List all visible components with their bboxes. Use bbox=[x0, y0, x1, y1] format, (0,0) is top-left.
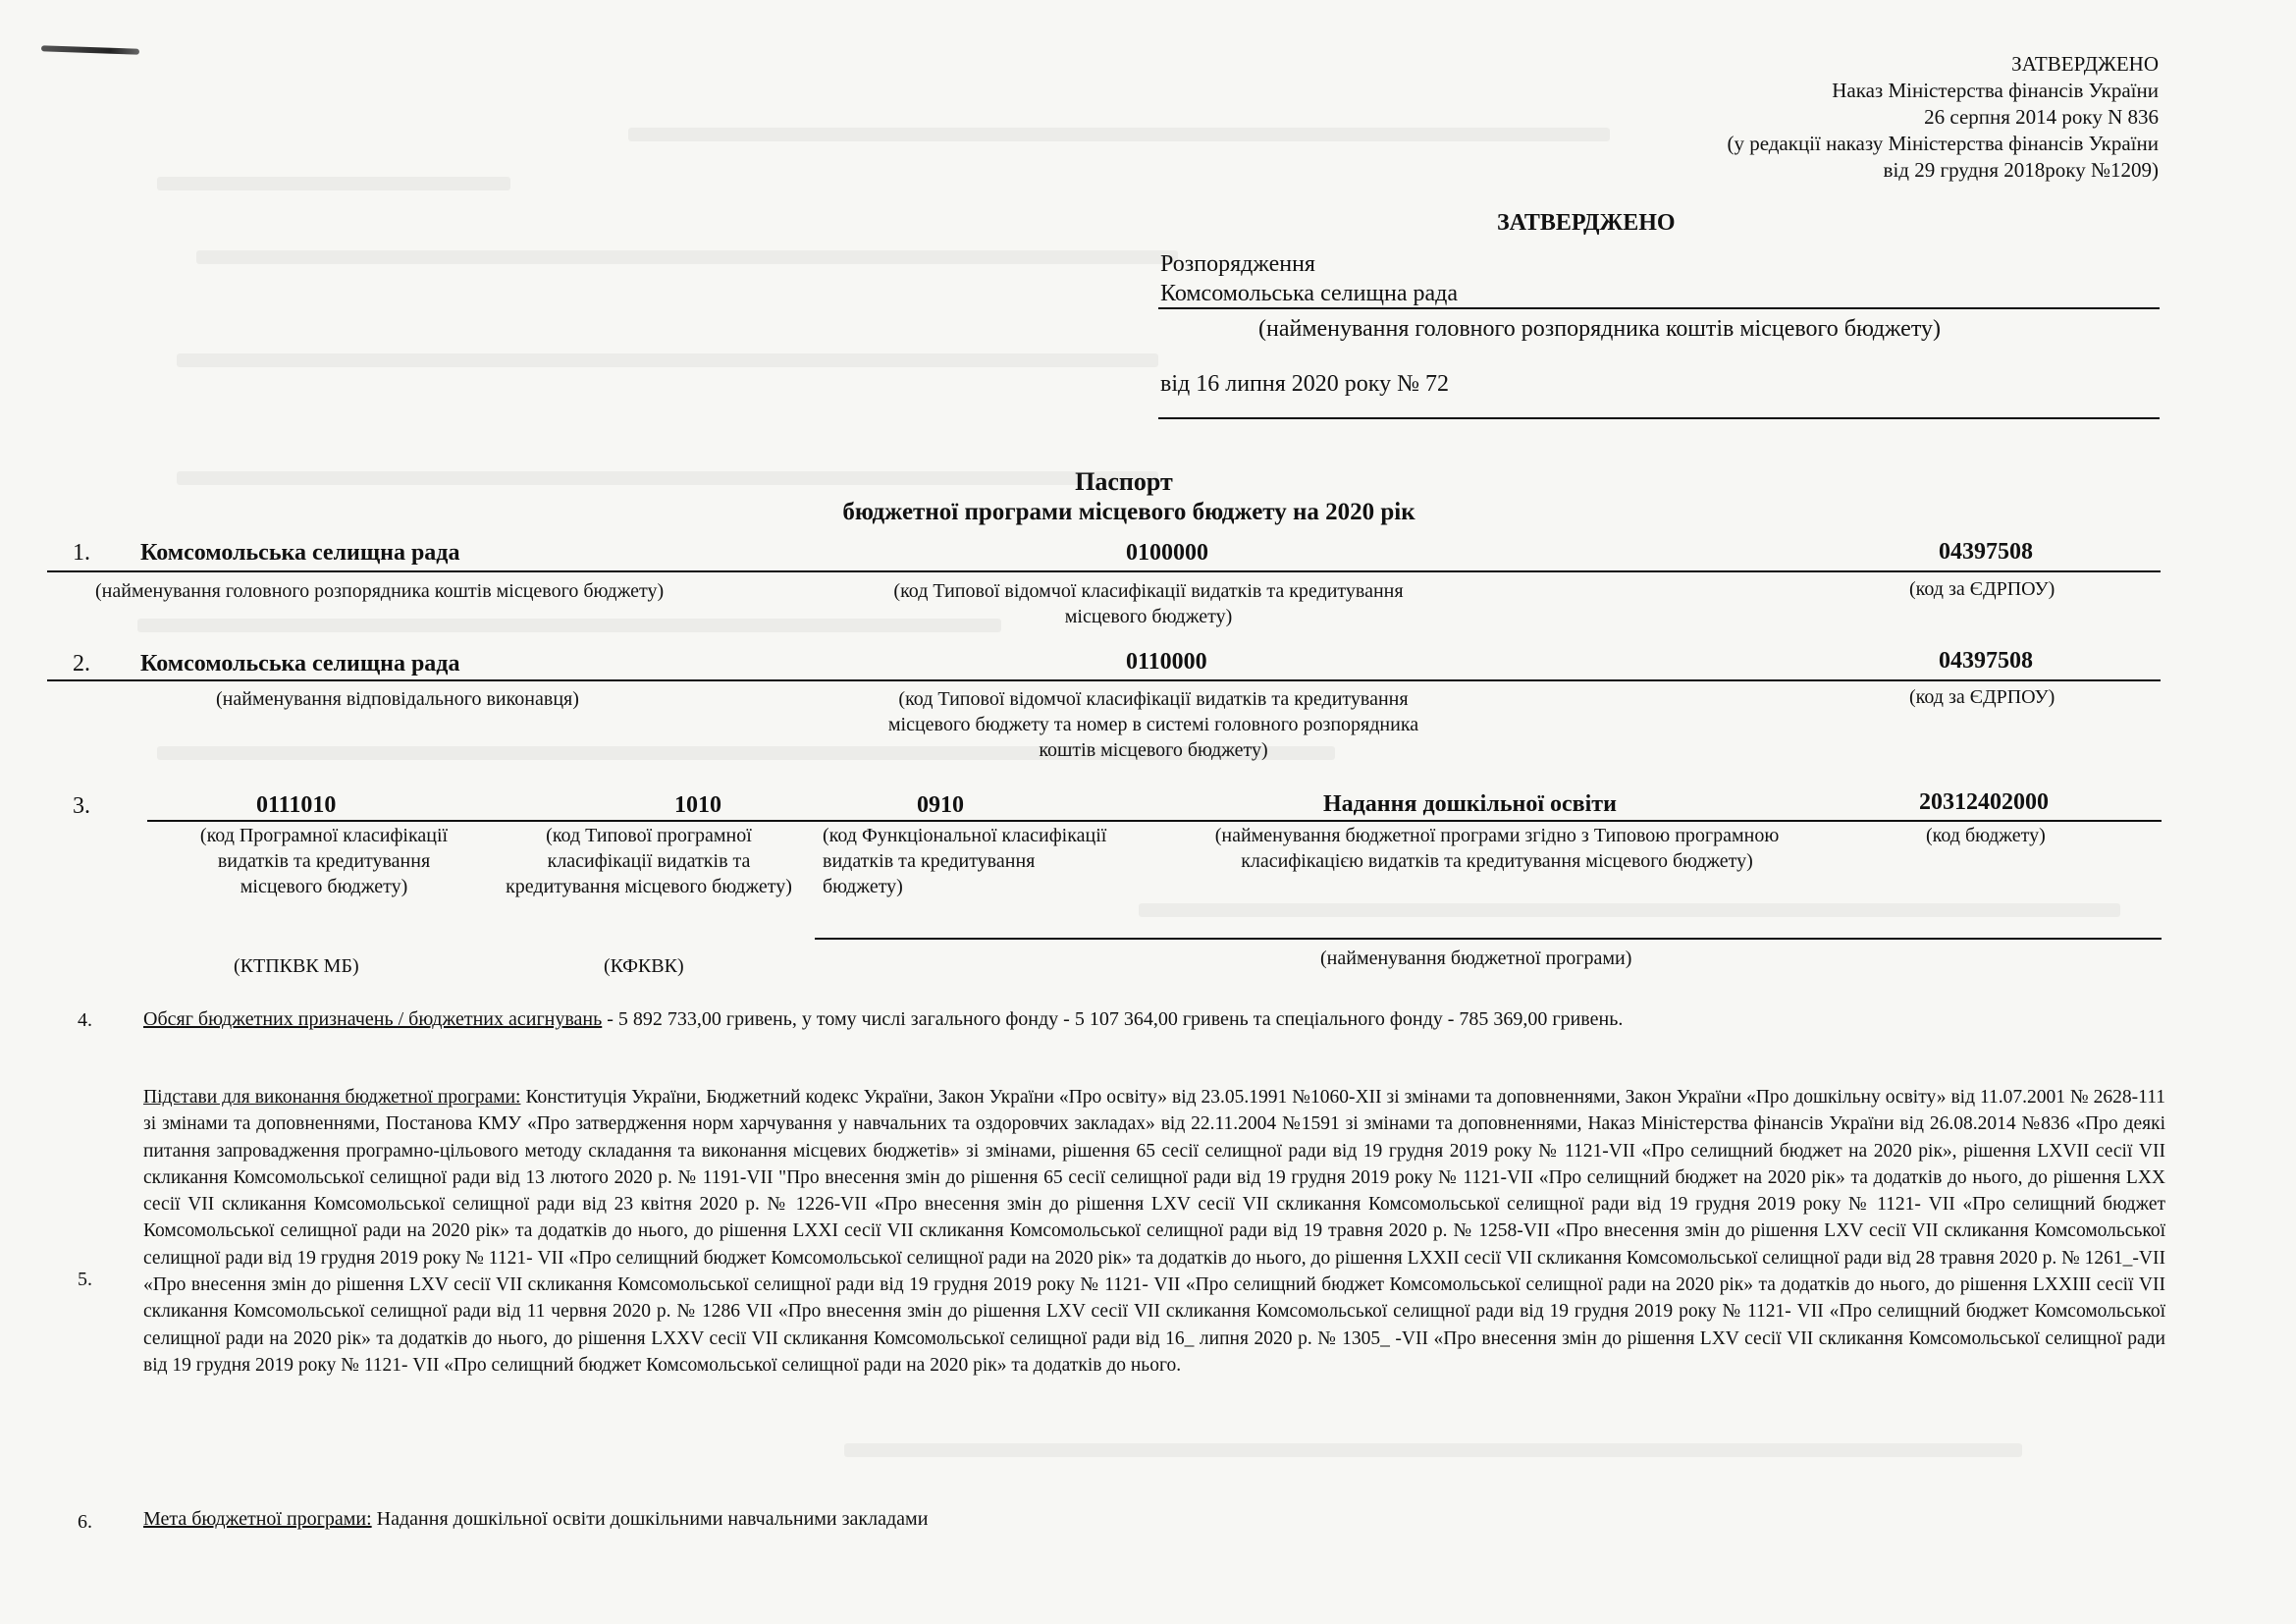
item2-edrpou-caption: (код за ЄДРПОУ) bbox=[1909, 686, 2056, 708]
item3-program-name: Надання дошкільної освіти bbox=[1323, 791, 1617, 817]
caption-line: (найменування бюджетної програми згідно з Типовою програмною bbox=[1214, 825, 1780, 846]
item3-fkvk: 0910 bbox=[917, 792, 964, 818]
caption-line: (код Програмної класифікації bbox=[199, 825, 449, 846]
page-subtitle: бюджетної програми місцевого бюджету на 2020 рік bbox=[842, 499, 1415, 525]
bleed-through-line bbox=[177, 353, 1158, 367]
item1-edrpou: 04397508 bbox=[1939, 539, 2033, 565]
item1-underline bbox=[47, 570, 2161, 572]
header-approval-block bbox=[1727, 51, 2159, 184]
item2-code-caption bbox=[844, 686, 1463, 763]
approval-title: ЗАТВЕРДЖЕНО bbox=[1497, 210, 1676, 236]
caption-line: (код Типової відомчої класифікації видатків та кредитування bbox=[898, 688, 1409, 710]
approval-authority-underline bbox=[1158, 307, 2160, 309]
caption-line: видатків та кредитування bbox=[823, 850, 1036, 872]
item3-underline bbox=[147, 820, 2162, 822]
caption-line: (код Функціональної класифікації bbox=[823, 825, 1107, 846]
item5-label: Підстави для виконання бюджетної програми: bbox=[143, 1087, 521, 1108]
approval-date-line: від 16 липня 2020 року № 72 bbox=[1160, 371, 1449, 397]
item6-text-line bbox=[143, 1506, 928, 1532]
approval-doc-type: Розпорядження bbox=[1160, 251, 1315, 277]
item4-text-line bbox=[143, 1006, 1623, 1032]
header-approval-line: 26 серпня 2014 року N 836 bbox=[1924, 105, 2159, 129]
caption-line: видатків та кредитування bbox=[217, 850, 431, 872]
approval-authority-caption: (найменування головного розпорядника коштів місцевого бюджету) bbox=[1258, 316, 1941, 342]
bleed-through-line bbox=[844, 1443, 2022, 1457]
header-approval-line: Наказ Міністерства фінансів України bbox=[1832, 79, 2159, 102]
bleed-through-line bbox=[157, 177, 510, 190]
item4-value: - 5 892 733,00 гривень, у тому числі загального фонду - 5 107 364,00 гривень та спеціального фонду - 785 369,00 гривень. bbox=[602, 1008, 1624, 1030]
pen-stroke-mark bbox=[41, 45, 139, 54]
item1-code-caption bbox=[844, 578, 1453, 629]
page-title: Паспорт bbox=[1075, 467, 1173, 496]
item-number: 6. bbox=[78, 1511, 92, 1533]
item3-tpkvk-caption bbox=[477, 823, 821, 899]
item1-code: 0100000 bbox=[1126, 540, 1208, 566]
caption-line: класифікації видатків та bbox=[547, 850, 751, 872]
item-number: 3. bbox=[73, 793, 90, 819]
item2-underline bbox=[47, 679, 2161, 681]
item5-value: Конституція України, Бюджетний кодекс України, Закон України «Про освіту» від 23.05.1991 №1060-XII зі змінами та доповненнями, Закон України «Про дошкільну освіту» від 11.07.2001 № 2628-111 зі змінами та доповненнями, Постанова КМУ «Про затвердження норм харчування у навчальних та оздоровчих закладах» від 22.11.2004 №1591 зі змінами та доповненнями, Наказ Міністерства фінансів України від 26.08.2014 №836 «Про деякі питання запровадження програмно-цільового методу складання та виконання місцевих бюджетів» зі змінами, рішення 65 сесії селищної ради від 19 грудня 2019 року № 1121-VII «Про селищний бюджет на 2020 рік», рішення LXVII сесії VII скликання Комсомольської селищної ради від 13 лютого 2020 р. № 1191-VII "Про внесення змін до рішення 65 сесії селищної ради від 19 грудня 2019 року № 1121-VII «Про селищний бюджет на 2020 рік» та додатків до нього, до рішення LXX сесії VII скликання Комсомольської селищної ради від 23 квітня 2020 р. № 1226-VII «Про внесення змін до рішення LXV сесії VII скликання Комсомольської селищної ради від 19 грудня 2019 року № 1121- VII «Про селищний бюджет Комсомольської селищної ради на 2020 рік» та додатків до нього, до рішення LXXI сесії VII скликання Комсомольської селищної ради від 19 травня 2020 р. № 1258-VII «Про внесення змін до рішення LXV сесії VII скликання Комсомольської селищної ради від 19 грудня 2019 року № 1121- VII «Про селищний бюджет Комсомольської селищної ради на 2020 рік» та додатків до нього, до рішення LXXII сесії VII скликання Комсомольської селищної ради від 28 травня 2020 р. № 1261_-VII «Про внесення змін до рішення LXV сесії VII скликання Комсомольської селищної ради від 19 грудня 2019 року № 1121- VII «Про селищний бюджет Комсомольської селищної ради на 2020 рік» та додатків до нього, до рішення LXXIII сесії VII скликання Комсомольської селищної ради від 11 червня 2020 р. № 1286 VII «Про внесення змін до рішення LXV сесії VII скликання Комсомольської селищної ради від 19 грудня 2019 року № 1121- VII «Про селищний бюджет Комсомольської селищної ради на 2020 рік» та додатків до нього, до рішення LXXV сесії VII скликання Комсомольської селищної ради від 16_ липня 2020 р. № 1305_ -VII «Про внесення змін до рішення LXV сесії VII скликання Комсомольської селищної ради від 19 грудня 2019 року № 1121- VII «Про селищний бюджет Комсомольської селищної ради на 2020 рік» та додатків до нього. bbox=[143, 1087, 2165, 1376]
caption-line: (код Типової програмної bbox=[546, 825, 752, 846]
item6-label: Мета бюджетної програми: bbox=[143, 1508, 372, 1530]
approval-date-underline bbox=[1158, 417, 2160, 419]
header-approval-line: (у редакції наказу Міністерства фінансів України bbox=[1727, 132, 2159, 155]
item3-fkvk-caption bbox=[823, 823, 1176, 899]
caption-line: класифікацією видатків та кредитування місцевого бюджету) bbox=[1241, 850, 1753, 872]
item1-name-caption: (найменування головного розпорядника коштів місцевого бюджету) bbox=[95, 580, 665, 602]
caption-line: бюджету) bbox=[823, 876, 903, 897]
caption-line: місцевого бюджету та номер в системі головного розпорядника bbox=[887, 714, 1419, 735]
item3-abbr-program: (найменування бюджетної програми) bbox=[1320, 947, 1632, 969]
item2-code: 0110000 bbox=[1126, 649, 1207, 675]
item3-abbr-kfkvk: (КФКВК) bbox=[604, 955, 684, 977]
bleed-through-line bbox=[1139, 903, 2120, 917]
caption-line: місцевого бюджету) bbox=[240, 876, 408, 897]
item3-program-caption bbox=[1168, 823, 1826, 874]
item3-tpkvk: 1010 bbox=[674, 792, 721, 818]
item3-ktpkvk: 0111010 bbox=[256, 792, 337, 818]
item-number: 2. bbox=[73, 651, 90, 677]
item4-label: Обсяг бюджетних призначень / бюджетних асигнувань bbox=[143, 1008, 603, 1030]
item1-name: Комсомольська селищна рада bbox=[140, 540, 460, 566]
header-approval-line: від 29 грудня 2018року №1209) bbox=[1883, 158, 2159, 182]
item-number: 4. bbox=[78, 1009, 92, 1031]
caption-line: місцевого бюджету) bbox=[1064, 606, 1233, 627]
bleed-through-line bbox=[628, 128, 1610, 141]
item2-name: Комсомольська селищна рада bbox=[140, 651, 460, 677]
approval-authority: Комсомольська селищна рада bbox=[1160, 281, 1458, 306]
item3-ktpkvk-caption bbox=[137, 823, 510, 899]
item3-abbr-ktpkvk: (КТПКВК МБ) bbox=[234, 955, 359, 977]
item5-paragraph bbox=[143, 1084, 2165, 1379]
item-number: 1. bbox=[73, 540, 90, 566]
item2-name-caption: (найменування відповідального виконавця) bbox=[216, 688, 579, 710]
caption-line: коштів місцевого бюджету) bbox=[1039, 739, 1268, 761]
caption-line: кредитування місцевого бюджету) bbox=[506, 876, 792, 897]
item1-edrpou-caption: (код за ЄДРПОУ) bbox=[1909, 578, 2056, 600]
item3-budget-caption: (код бюджету) bbox=[1926, 825, 2046, 846]
item6-value: Надання дошкільної освіти дошкільними навчальними закладами bbox=[371, 1508, 929, 1530]
header-approval-line: ЗАТВЕРДЖЕНО bbox=[2011, 52, 2159, 76]
item2-edrpou: 04397508 bbox=[1939, 648, 2033, 674]
caption-line: (код Типової відомчої класифікації видатків та кредитування bbox=[893, 580, 1404, 602]
bleed-through-line bbox=[196, 250, 1178, 264]
item3-budget-code: 20312402000 bbox=[1919, 789, 2049, 815]
item-number: 5. bbox=[78, 1269, 92, 1290]
item3-abbr-underline bbox=[815, 938, 2162, 940]
